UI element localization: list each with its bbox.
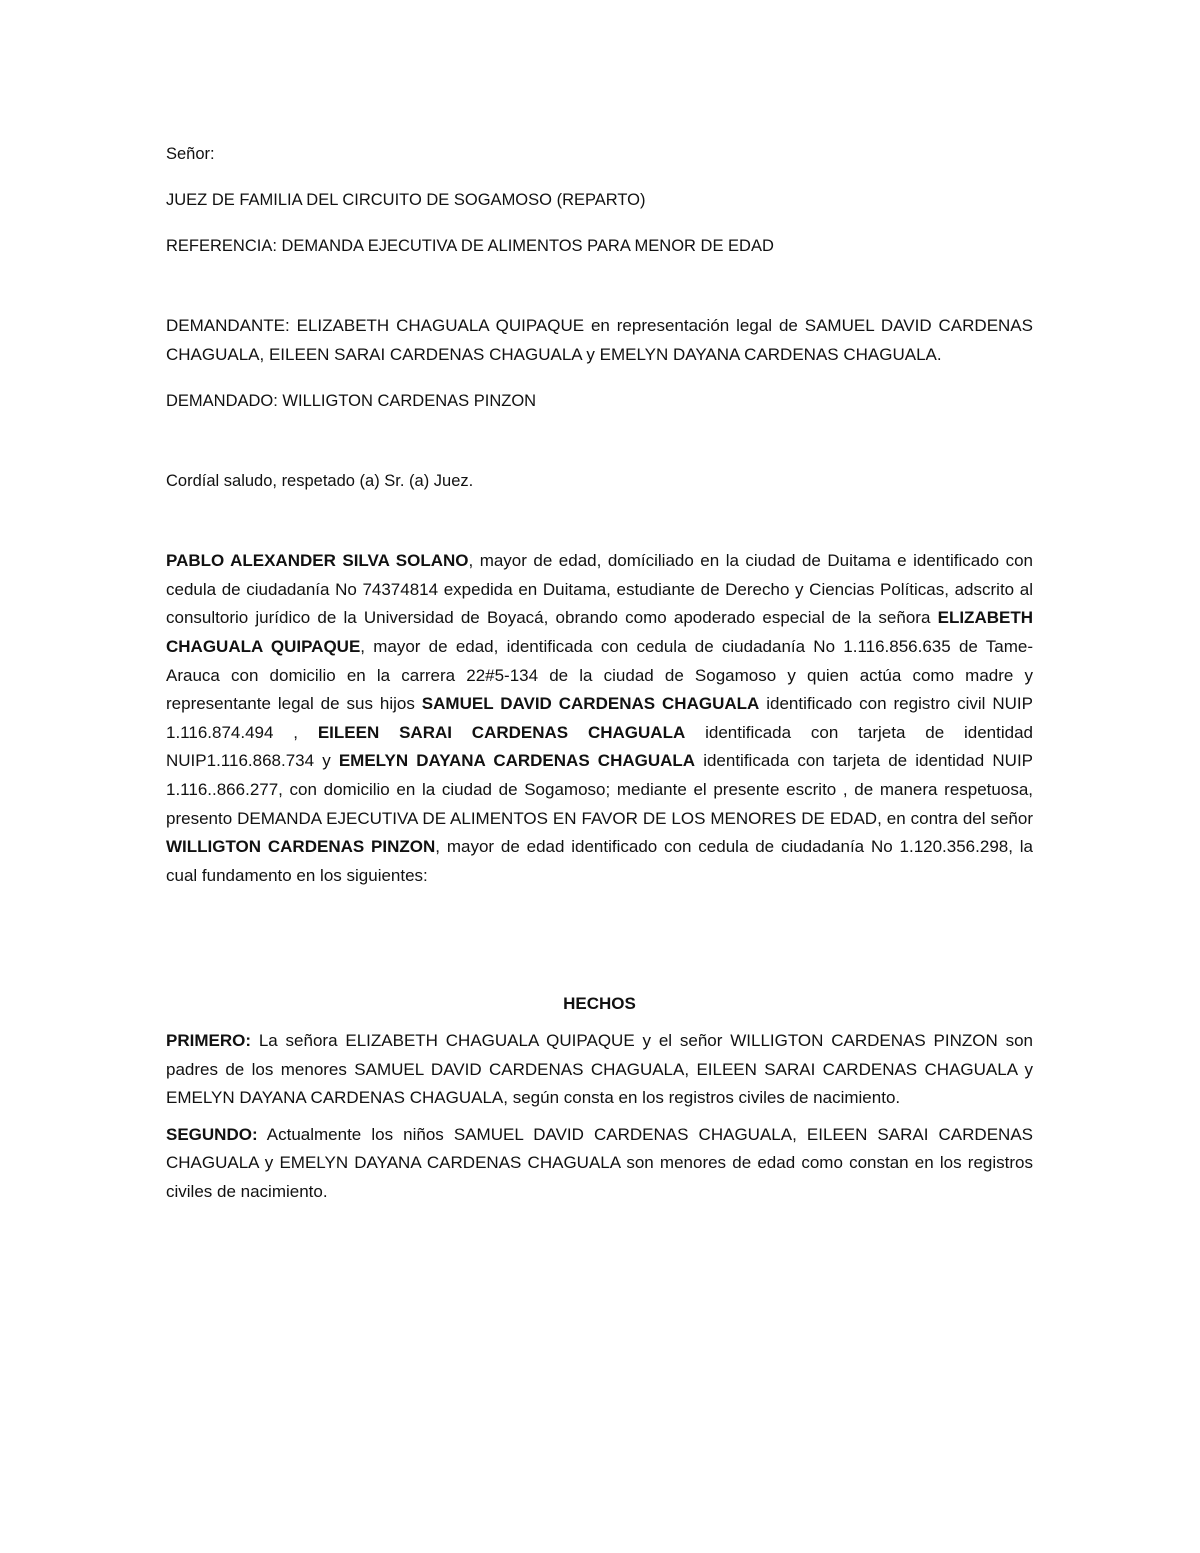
client-name: ELIZABETH CHAGUALA QUIPAQUE [166, 608, 1033, 656]
fact-item [166, 1121, 1033, 1207]
recipient: JUEZ DE FAMILIA DEL CIRCUITO DE SOGAMOSO (REPARTO) [166, 191, 646, 209]
intro-text-6: , mayor de edad identificado con cedula de ciudadanía No 1.120.356.298, la cual fundamento en los siguientes: [166, 837, 1034, 885]
intro-text-3: identificado con registro civil NUIP 1.116.874.494 , [166, 694, 1033, 742]
intro-text-2: , mayor de edad, identificada con cedula de ciudadanía No 1.116.856.635 de Tame-Arauca con domicilio en la carrera 22#5-134 de la ciudad de Sogamoso y quien actúa como madre y representante legal de sus hijos [166, 636, 1033, 714]
fact-label: SEGUNDO: [166, 1124, 258, 1144]
fact-text: Actualmente los niños SAMUEL DAVID CARDENAS CHAGUALA, EILEEN SARAI CARDENAS CHAGUALA y EMELYN DAYANA CARDENAS CHAGUALA son menores de edad como constan en los registros civiles de nacimiento. [166, 1124, 1033, 1201]
defendant-line: DEMANDADO: WILLIGTON CARDENAS PINZON [166, 392, 537, 411]
intro-text-5: identificada con tarjeta de identidad NUIP 1.116..866.277, con domicilio en la ciudad de Sogamoso; mediante el presente escrito , de manera respetuosa, presento DEMANDA EJECUTIVA DE ALIMENTOS EN FAVOR DE LOS MENORES DE EDAD, en contra del señor [166, 751, 1034, 828]
reference-line: REFERENCIA: DEMANDA EJECUTIVA DE ALIMENTOS PARA MENOR DE EDAD [166, 237, 774, 255]
intro-text-1: , mayor de edad, domíciliado en la ciudad de Duitama e identificado con cedula de ciudadanía No 74374814 expedida en Duitama, estudiante de Derecho y Ciencias Políticas, adscrito al consultorio jurídico de la Universidad de Boyacá, obrando como apoderado especial de la señora [166, 551, 1033, 628]
child-name-3: EMELYN DAYANA CARDENAS CHAGUALA [338, 751, 696, 771]
intro-text-4: identificada con tarjeta de identidad NUIP1.116.868.734 y [166, 722, 1033, 771]
child-name-1: SAMUEL DAVID CARDENAS CHAGUALA [421, 694, 760, 714]
child-name-2: EILEEN SARAI CARDENAS CHAGUALA [317, 722, 686, 742]
intro-paragraph [166, 547, 1033, 890]
facts-heading: HECHOS [563, 994, 636, 1014]
fact-label: PRIMERO: [166, 1030, 251, 1050]
fact-item [166, 1027, 1033, 1113]
plaintiff-line: DEMANDANTE: ELIZABETH CHAGUALA QUIPAQUE en representación legal de SAMUEL DAVID CARDENAS CHAGUALA, EILEEN SARAI CARDENAS CHAGUALA y EMELYN DAYANA CARDENAS CHAGUALA. [166, 316, 1033, 364]
defendant-name: WILLIGTON CARDENAS PINZON [166, 837, 436, 857]
greeting: Cordíal saludo, respetado (a) Sr. (a) Juez. [166, 472, 474, 491]
salutation: Señor: [166, 145, 215, 163]
document-page [166, 140, 1033, 1206]
attorney-name: PABLO ALEXANDER SILVA SOLANO [166, 551, 469, 571]
fact-text: La señora ELIZABETH CHAGUALA QUIPAQUE y el señor WILLIGTON CARDENAS PINZON son padres de los menores SAMUEL DAVID CARDENAS CHAGUALA, EILEEN SARAI CARDENAS CHAGUALA y EMELYN DAYANA CARDENAS CHAGUALA, según consta en los registros civiles de nacimiento. [166, 1030, 1033, 1108]
